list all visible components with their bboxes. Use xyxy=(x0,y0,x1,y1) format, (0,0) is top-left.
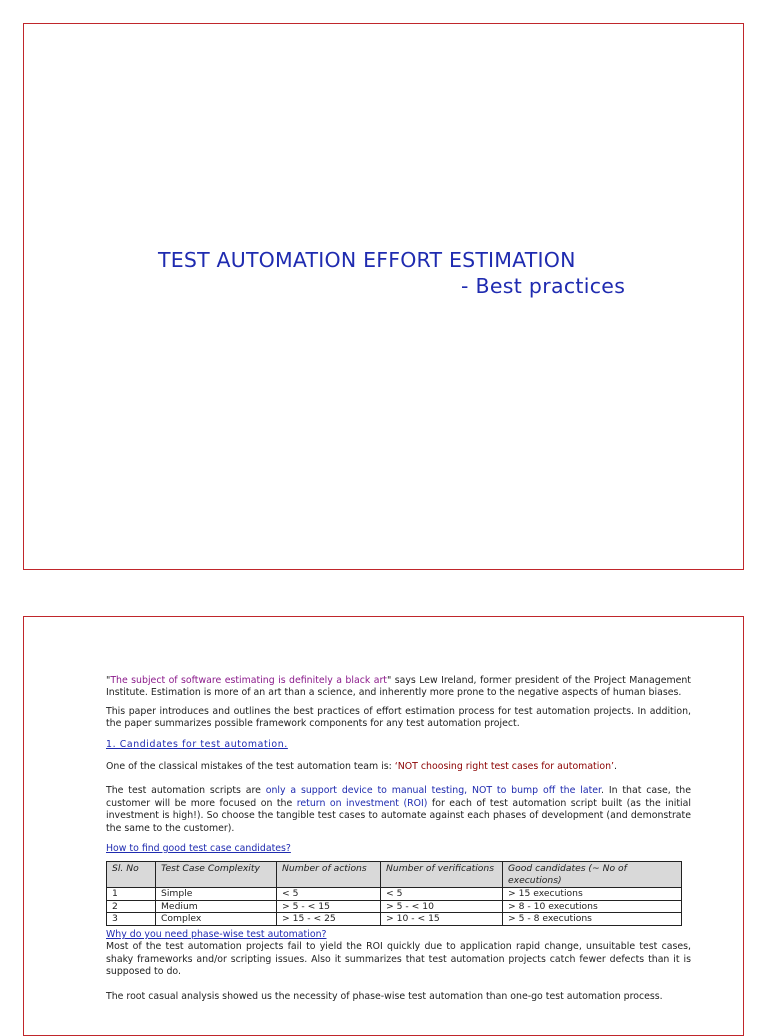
candidates-table xyxy=(106,861,682,926)
table-cell: > 8 - 10 executions xyxy=(503,900,682,913)
table-row xyxy=(107,913,682,926)
mistake-paragraph: One of the classical mistakes of the test automation team is: ‘NOT choosing right test cases for automation’. xyxy=(106,761,617,773)
why-link-line xyxy=(106,929,691,941)
table-cell: > 15 - < 25 xyxy=(277,913,381,926)
table-row xyxy=(107,888,682,901)
document-subtitle: - Best practices xyxy=(461,274,626,298)
intro-paragraph: "The subject of software estimating is definitely a black art" says Lew Ireland, former president of the Project Management Institute. Estimation is more of an art than a science, and inherently more prone to the negative aspects of human biases. xyxy=(106,675,691,699)
header-cell: Number of verifications xyxy=(381,862,503,888)
support-highlight: only a support device to manual testing, NOT to bump off the later xyxy=(265,785,602,797)
why-phasewise-link[interactable]: Why do you need phase-wise test automation? xyxy=(106,928,327,940)
table-cell: < 5 xyxy=(381,888,503,901)
header-cell: Test Case Complexity xyxy=(156,862,277,888)
table-cell: Simple xyxy=(156,888,277,901)
table-cell: > 5 - 8 executions xyxy=(503,913,682,926)
table-cell: Medium xyxy=(156,900,277,913)
header-cell: Number of actions xyxy=(277,862,381,888)
header-cell: Good candidates (~ No of executions) xyxy=(503,862,682,888)
roi-highlight: return on investment (ROI) xyxy=(296,797,428,809)
table-cell: Complex xyxy=(156,913,277,926)
table-cell: > 5 - < 15 xyxy=(277,900,381,913)
mistake-highlight: ‘NOT choosing right test cases for automation’ xyxy=(394,761,614,773)
quote-text: The subject of software estimating is definitely a black art xyxy=(110,675,387,686)
find-candidates-link[interactable]: How to find good test case candidates? xyxy=(106,843,291,855)
document-title: TEST AUTOMATION EFFORT ESTIMATION xyxy=(158,248,576,272)
content-page xyxy=(23,616,744,1036)
root-cause-paragraph: The root casual analysis showed us the necessity of phase-wise test automation than one-go test automation process. xyxy=(106,990,663,1002)
overview-paragraph: This paper introduces and outlines the best practices of effort estimation process for test automation projects. In addition, the paper summarizes possible framework components for any test automation project. xyxy=(106,705,691,730)
table-cell: < 5 xyxy=(277,888,381,901)
header-cell: Sl. No xyxy=(107,862,156,888)
page-body xyxy=(106,675,691,1009)
table-cell: 2 xyxy=(107,900,156,913)
table-header-row xyxy=(107,862,682,888)
find-candidates-line xyxy=(106,843,691,855)
table-cell: 1 xyxy=(107,888,156,901)
table-row xyxy=(107,900,682,913)
section1-link[interactable]: 1. Candidates for test automation. xyxy=(106,738,288,750)
table-cell: > 5 - < 10 xyxy=(381,900,503,913)
cover-page xyxy=(23,23,744,570)
support-paragraph: The test automation scripts are only a support device to manual testing, NOT to bump off the later. In that case, the customer will be more focused on the return on investment (ROI) for each of test automation script built (as the initial investment is high!). So choose the tangible test cases to automate against each phases of development (and demonstrate the same to the customer). xyxy=(106,785,692,834)
table-cell: 3 xyxy=(107,913,156,926)
table-cell: > 10 - < 15 xyxy=(381,913,503,926)
table-cell: > 15 executions xyxy=(503,888,682,901)
section-heading xyxy=(106,739,691,751)
why-paragraph: Most of the test automation projects fail to yield the ROI quickly due to application rapid change, unsuitable test cases, shaky frameworks and/or scripting issues. Also it summarizes that test automation projects catch fewer defects than it is supposed to do. xyxy=(106,941,691,978)
